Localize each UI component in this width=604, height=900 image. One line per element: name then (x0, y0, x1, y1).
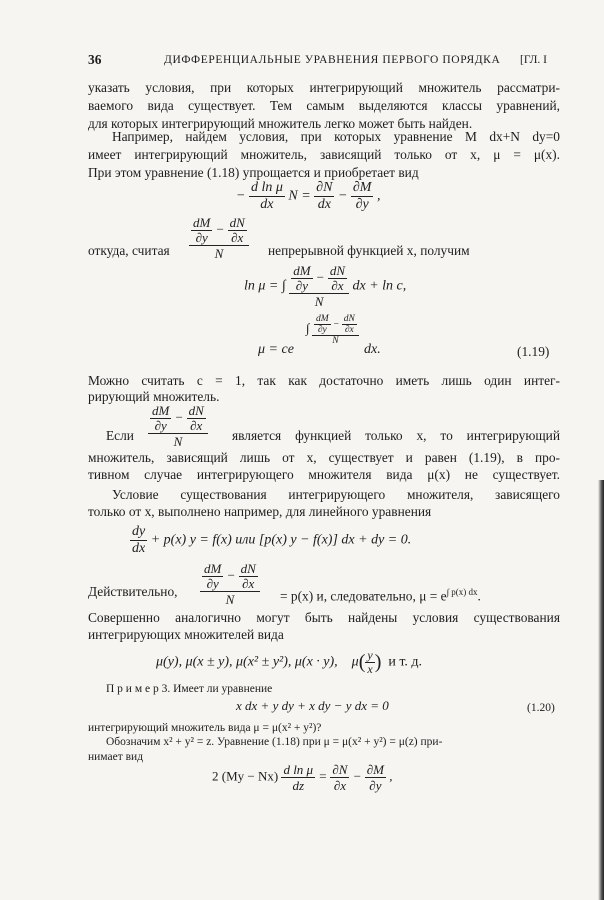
text-line: указать условия, при которых интегрирующий множитель рассматри- (88, 80, 560, 95)
frac-num: dy (132, 524, 146, 539)
eq-text: − (337, 188, 348, 204)
frac-num: ∂N (316, 180, 333, 195)
text-line: Совершенно аналогично могут быть найдены условия существования (88, 610, 560, 625)
frac-den: ∂y (154, 418, 167, 433)
equation-1: − $\frac{\text{d ln μ}}{dx}$ N = $\frac{\partial N}{dx}$ − $\frac{\partial M}{\partial y}$ , (236, 180, 381, 212)
eq-text: N = (288, 188, 311, 204)
text-line: Обозначим x² + y² = z. Уравнение (1.18) при μ = μ(x² + y²) = μ(z) при- (106, 736, 443, 748)
text-line: интегрирующий множитель вида μ = μ(x² + y²)? (88, 722, 322, 734)
text-span: = p(x) и, следовательно, μ = e (280, 588, 447, 604)
frac-num: dN (343, 314, 355, 324)
frac-den: dx (317, 197, 331, 212)
text-line: тивном случае интегрирующего множителя вида μ(x) не существует. (88, 467, 560, 482)
equation-3-lhs: μ = ce (258, 342, 294, 357)
frac-den: ∂x (190, 418, 203, 433)
equation-4 (130, 524, 411, 557)
frac-den: dx (132, 541, 146, 556)
text-line: Условие существования интегрирующего множителя, зависящего (112, 487, 560, 502)
equation-5: μ(y), μ(x ± y), μ(x² ± y²), μ(x · y), μ( $\frac{y}{x}$ ) и т. д. (156, 648, 423, 676)
compound-fraction: $\frac{dM}{\partial y}$ − $\frac{dN}{\partial x}$ N (148, 404, 208, 449)
text-line: только от x, выполнено например, для линейного уравнения (88, 504, 432, 519)
frac-num: dN (229, 215, 245, 230)
frac-num: dN (188, 403, 204, 418)
frac-num: dM (204, 561, 222, 576)
frac-num: ∂M (366, 762, 385, 777)
text-line: множитель, зависящий лишь от x, существует и равен (1.19), в про- (88, 450, 560, 465)
frac-den: N (173, 434, 183, 449)
eq-text: , (389, 768, 393, 784)
text-line: Действительно, (88, 584, 178, 599)
eq-text: 2 (My − Nx) (212, 768, 279, 784)
example-label: П р и м е р 3. (106, 683, 171, 695)
text-span: . (477, 588, 481, 604)
eq-text: dx + ln c, (352, 278, 407, 294)
text-line: Например, найдем условия, при которых уравнение M dx+N dy=0 (112, 129, 560, 144)
text-line: для которых интегрирующий множитель легко может быть найден. (88, 116, 473, 131)
frac-num: dM (293, 263, 311, 278)
frac-num: dM (152, 403, 170, 418)
equation-2: ln μ = ∫ $\frac{dM}{\partial y}$ − $\frac{dN}{\partial x}$ N dx + ln c, (244, 263, 407, 309)
page-edge-shadow (598, 480, 604, 900)
text-line: непрерывной функцией x, получим (268, 243, 470, 258)
example-heading (106, 682, 272, 697)
text-line: ваемого вида существует. Тем самым выделяются классы уравнений, (88, 98, 560, 113)
equation-3-rhs: dx. (364, 342, 381, 357)
frac-den: N (314, 294, 324, 309)
frac-num: y (367, 648, 373, 662)
frac-num: dN (240, 561, 256, 576)
eq-text: μ(y), μ(x ± y), μ(x² ± y²), μ(x · y), (156, 654, 338, 670)
frac-num: d ln μ (283, 762, 314, 777)
frac-den: ∂y (355, 197, 369, 212)
frac-den: ∂x (344, 325, 354, 335)
text-line: является функцией только x, то интегрирующий (232, 428, 560, 443)
equation-7 (212, 762, 393, 793)
eq-text: − (352, 768, 362, 784)
frac-den: ∂x (231, 230, 244, 245)
text-line: имеет интегрирующий множитель, зависящий только от x, μ = μ(x). (88, 147, 560, 162)
frac-num: ∂N (332, 762, 348, 777)
frac-den: ∂x (242, 576, 255, 591)
text-line (280, 583, 481, 605)
frac-den: N (214, 246, 224, 261)
text-line: интегрирующих множителей вида (88, 627, 284, 642)
text-line: Можно считать c = 1, так как достаточно иметь лишь один интег- (88, 373, 560, 388)
frac-num: ∂M (352, 180, 372, 195)
text-line: При этом уравнение (1.18) упрощается и приобретает вид (88, 165, 419, 180)
eq-text: μ (351, 654, 359, 670)
frac-den: dx (260, 197, 274, 212)
eq-text: + p(x) y = f(x) или [p(x) y − f(x)] dx + dy = 0. (150, 532, 412, 548)
equation-label: (1.19) (517, 344, 550, 359)
frac-den: ∂y (206, 576, 219, 591)
exponent: ∫ p(x) dx (446, 587, 478, 597)
frac-den: ∂x (333, 778, 347, 793)
frac-den: ∂y (369, 778, 382, 793)
frac-den: ∂y (317, 325, 327, 335)
equation-label: (1.20) (527, 702, 555, 714)
text-line: нимает вид (88, 751, 144, 763)
eq-text: , (376, 188, 381, 204)
exponent-fraction: ∫ $\frac{dM}{\partial y}$ − $\frac{dN}{\partial x}$ N (306, 314, 359, 347)
frac-num: d ln μ (250, 180, 283, 195)
chapter-label: [ГЛ. I (520, 54, 547, 66)
eq-text: и т. д. (388, 654, 423, 670)
compound-fraction: $\frac{dM}{\partial y}$ − $\frac{dN}{\partial x}$ N (189, 216, 249, 261)
frac-den: ∂x (331, 278, 344, 293)
text-line: рирующий множитель. (88, 389, 220, 404)
frac-den: N (332, 336, 339, 346)
frac-den: x (367, 662, 373, 676)
page-number: 36 (88, 52, 102, 67)
compound-fraction: $\frac{dM}{\partial y}$ − $\frac{dN}{\partial x}$ N (200, 562, 260, 607)
running-title: ДИФФЕРЕНЦИАЛЬНЫЕ УРАВНЕНИЯ ПЕРВОГО ПОРЯДКА (164, 54, 501, 66)
equation-6: x dx + y dy + x dy − y dx = 0 (236, 698, 389, 713)
frac-den: dz (292, 778, 305, 793)
frac-num: dM (315, 314, 329, 324)
frac-num: dN (329, 263, 345, 278)
frac-num: dM (193, 215, 211, 230)
frac-den: N (225, 592, 235, 607)
eq-text: ln μ = ∫ (244, 278, 286, 294)
text-line: откуда, считая (88, 243, 170, 258)
eq-text: = (318, 768, 328, 784)
frac-den: ∂y (195, 230, 208, 245)
text-line: Если (106, 428, 134, 443)
frac-den: ∂y (295, 278, 308, 293)
text-span: Имеет ли уравнение (173, 683, 273, 695)
